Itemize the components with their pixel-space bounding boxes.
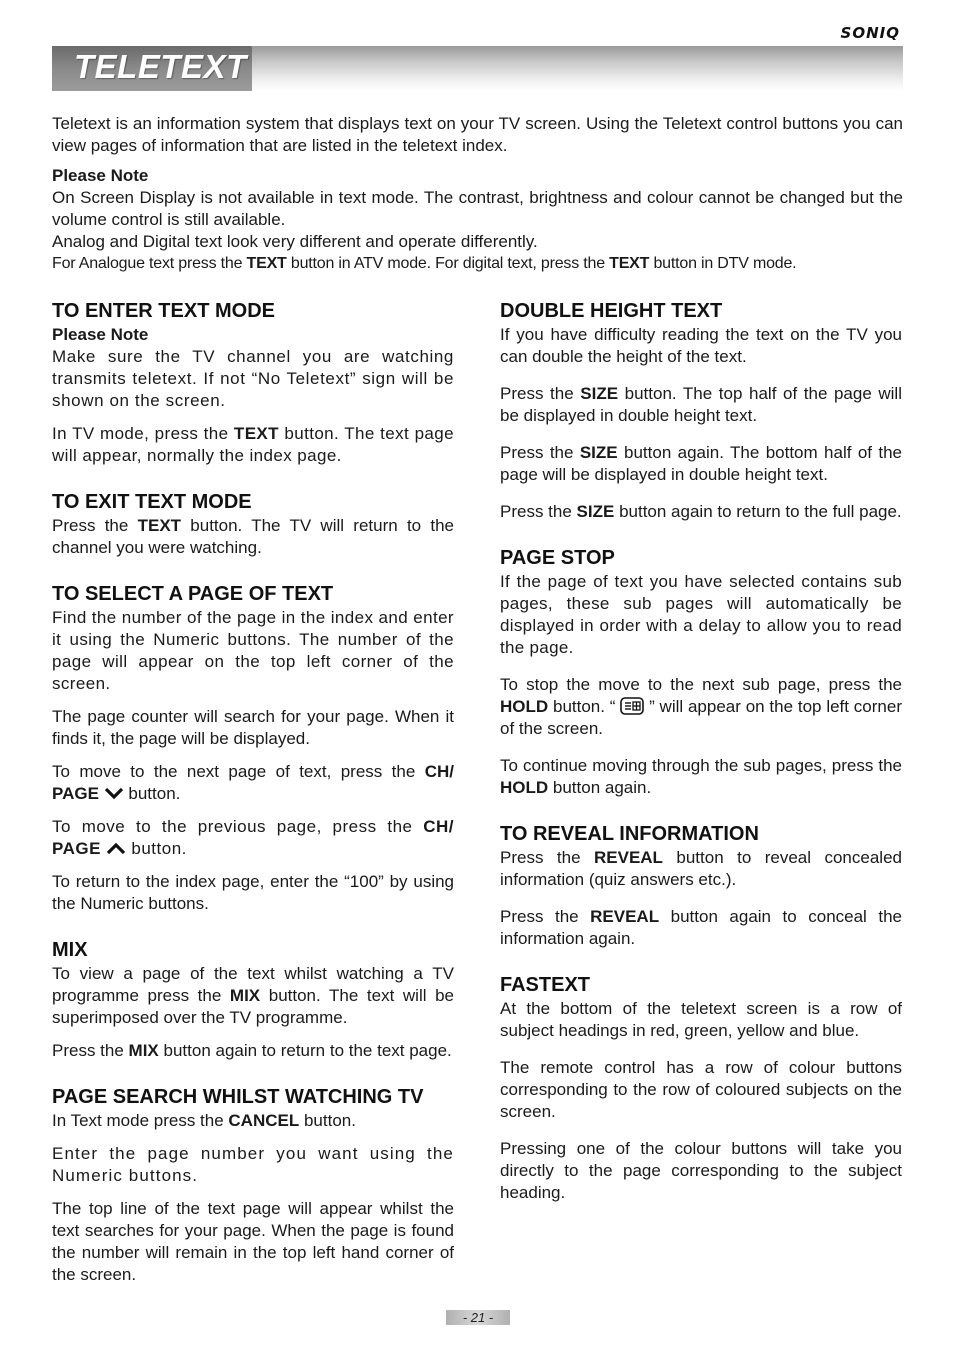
left-column [52, 298, 454, 1308]
brand-logo: SONIQ [840, 24, 900, 42]
heading-reveal: TO REVEAL INFORMATION [500, 823, 759, 845]
note-paragraph-2: Analog and Digital text look very different and operate differently. [52, 232, 538, 251]
select-paragraph-2: The page counter will search for your page. When it finds it, the page will be displayed. [52, 707, 454, 748]
stop-paragraph-3: To continue moving through the sub pages, press the HOLD button again. [500, 756, 902, 797]
fastext-paragraph-1: At the bottom of the teletext screen is a row of subject headings in red, green, yellow and blue. [500, 999, 902, 1040]
section-double-height [500, 298, 902, 523]
select-paragraph-4: To move to the previous page, press the CH/ PAGE button. [52, 817, 454, 858]
intro-paragraph: Teletext is an information system that displays text on your TV screen. Using the Teletext control buttons you can view pages of information that are listed in the teletext index. [52, 114, 903, 155]
select-paragraph-5: To return to the index page, enter the “100” by using the Numeric buttons. [52, 872, 454, 913]
heading-double-height: DOUBLE HEIGHT TEXT [500, 300, 723, 322]
fastext-paragraph-3: Pressing one of the colour buttons will take you directly to the page corresponding to the subject heading. [500, 1139, 902, 1202]
chevron-down-icon [104, 784, 124, 798]
page-number: - 21 - [446, 1310, 510, 1325]
fastext-paragraph-2: The remote control has a row of colour buttons corresponding to the row of coloured subjects on the screen. [500, 1058, 902, 1121]
hold-icon [620, 697, 644, 715]
select-paragraph-1: Find the number of the page in the index and enter it using the Numeric buttons. The number of the page will appear on the top left corner of the screen. [52, 608, 454, 693]
heading-select-page: TO SELECT A PAGE OF TEXT [52, 583, 334, 605]
section-fastext [500, 972, 902, 1204]
heading-enter-text-mode: TO ENTER TEXT MODE [52, 300, 275, 322]
page-title: TELETEXT [74, 48, 247, 85]
section-page-stop [500, 545, 902, 799]
search-paragraph-1: In Text mode press the CANCEL button. [52, 1111, 356, 1130]
heading-page-stop: PAGE STOP [500, 547, 615, 569]
right-column [500, 298, 902, 1226]
exit-paragraph-1: Press the TEXT button. The TV will return to the channel you were watching. [52, 516, 454, 557]
heading-mix: MIX [52, 939, 88, 961]
search-paragraph-2: Enter the page number you want using the Numeric buttons. [52, 1144, 454, 1185]
heading-page-search: PAGE SEARCH WHILST WATCHING TV [52, 1086, 424, 1108]
double-paragraph-4: Press the SIZE button again to return to the full page. [500, 502, 902, 521]
stop-paragraph-2: To stop the move to the next sub page, press the HOLD button. “ ” will appear on the top left corner of the screen. [500, 675, 902, 738]
section-exit-text-mode [52, 489, 454, 559]
reveal-paragraph-1: Press the REVEAL button to reveal concealed information (quiz answers etc.). [500, 848, 902, 889]
chevron-up-icon [106, 839, 126, 853]
section-reveal [500, 821, 902, 950]
search-paragraph-3: The top line of the text page will appear whilst the text searches for your page. When the page is found the number will remain in the top left hand corner of the screen. [52, 1199, 454, 1284]
note-title: Please Note [52, 166, 149, 185]
double-paragraph-1: If you have difficulty reading the text on the TV you can double the height of the text. [500, 325, 902, 366]
enter-paragraph-1: Make sure the TV channel you are watching transmits teletext. If not “No Teletext” sign will be shown on the screen. [52, 347, 454, 410]
section-select-page [52, 581, 454, 915]
select-paragraph-3: To move to the next page of text, press the CH/ PAGE button. [52, 762, 454, 803]
note-paragraph-3: For Analogue text press the TEXT button in ATV mode. For digital text, press the TEXT button in DTV mode. [52, 255, 797, 272]
reveal-paragraph-2: Press the REVEAL button again to conceal the information again. [500, 907, 902, 948]
heading-fastext: FASTEXT [500, 974, 591, 996]
note-paragraph-1: On Screen Display is not available in text mode. The contrast, brightness and colour cannot be changed but the volume control is still available. [52, 188, 903, 229]
mix-paragraph-1: To view a page of the text whilst watching a TV programme press the MIX button. The text will be superimposed over the TV programme. [52, 964, 454, 1027]
enter-paragraph-2: In TV mode, press the TEXT button. The text page will appear, normally the index page. [52, 424, 454, 465]
mix-paragraph-2: Press the MIX button again to return to the text page. [52, 1041, 452, 1060]
intro-section [52, 113, 903, 275]
heading-exit-text-mode: TO EXIT TEXT MODE [52, 491, 252, 513]
double-paragraph-3: Press the SIZE button again. The bottom half of the page will be displayed in double height text. [500, 443, 902, 484]
stop-paragraph-1: If the page of text you have selected contains sub pages, these sub pages will automatically be displayed in order with a delay to allow you to read the page. [500, 572, 902, 657]
section-enter-text-mode [52, 298, 454, 467]
section-page-search [52, 1084, 454, 1286]
double-paragraph-2: Press the SIZE button. The top half of the page will be displayed in double height text. [500, 384, 902, 425]
enter-note-title: Please Note [52, 325, 149, 344]
section-mix [52, 937, 454, 1062]
